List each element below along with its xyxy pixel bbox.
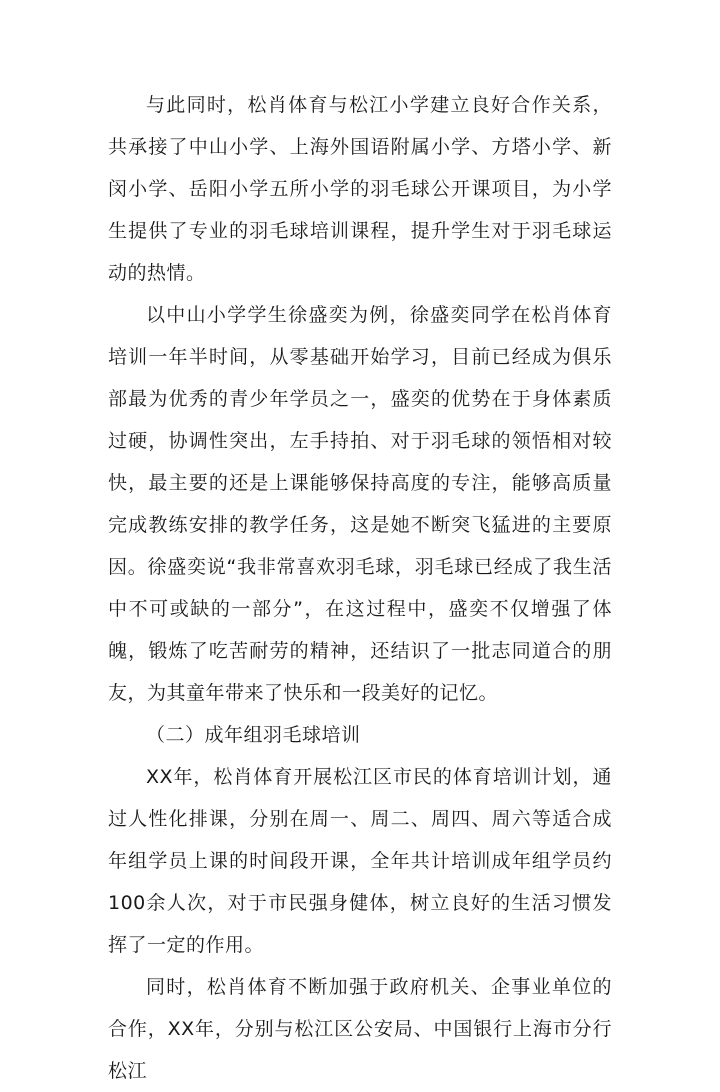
section-heading-adult-training: （二）成年组羽毛球培训 <box>146 724 361 746</box>
document-body <box>108 84 612 1092</box>
paragraph-cooperation: 与此同时，松肖体育与松江小学建立良好合作关系，共承接了中山小学、上海外国语附属小学、方塔小学、新闵小学、岳阳小学五所小学的羽毛球公开课项目，为小学生提供了专业的羽毛球培训课程，提升学生对于羽毛球运动的热情。 <box>108 94 612 284</box>
paragraph-partnerships: 同时，松肖体育不断加强于政府机关、企事业单位的合作，XX年，分别与松江区公安局、中国银行上海市分行松江 <box>108 976 612 1082</box>
paragraph-student-example: 以中山小学学生徐盛奕为例，徐盛奕同学在松肖体育培训一年半时间，从零基础开始学习，目前已经成为俱乐部最为优秀的青少年学员之一，盛奕的优势在于身体素质过硬，协调性突出，左手持拍、对于羽毛球的领悟相对较快，最主要的还是上课能够保持高度的专注，能够高质量完成教练安排的教学任务，这是她不断突飞猛进的主要原因。徐盛奕说“我非常喜欢羽毛球，羽毛球已经成了我生活中不可或缺的一部分”，在这过程中，盛奕不仅增强了体魄，锻炼了吃苦耐劳的精神，还结识了一批志同道合的朋友，为其童年带来了快乐和一段美好的记忆。 <box>108 304 612 704</box>
paragraph-adult-training: XX年，松肖体育开展松江区市民的体育培训计划，通过人性化排课，分别在周一、周二、周四、周六等适合成年组学员上课的时间段开课，全年共计培训成年组学员约100余人次，对于市民强身健体，树立良好的生活习惯发挥了一定的作用。 <box>108 766 612 956</box>
